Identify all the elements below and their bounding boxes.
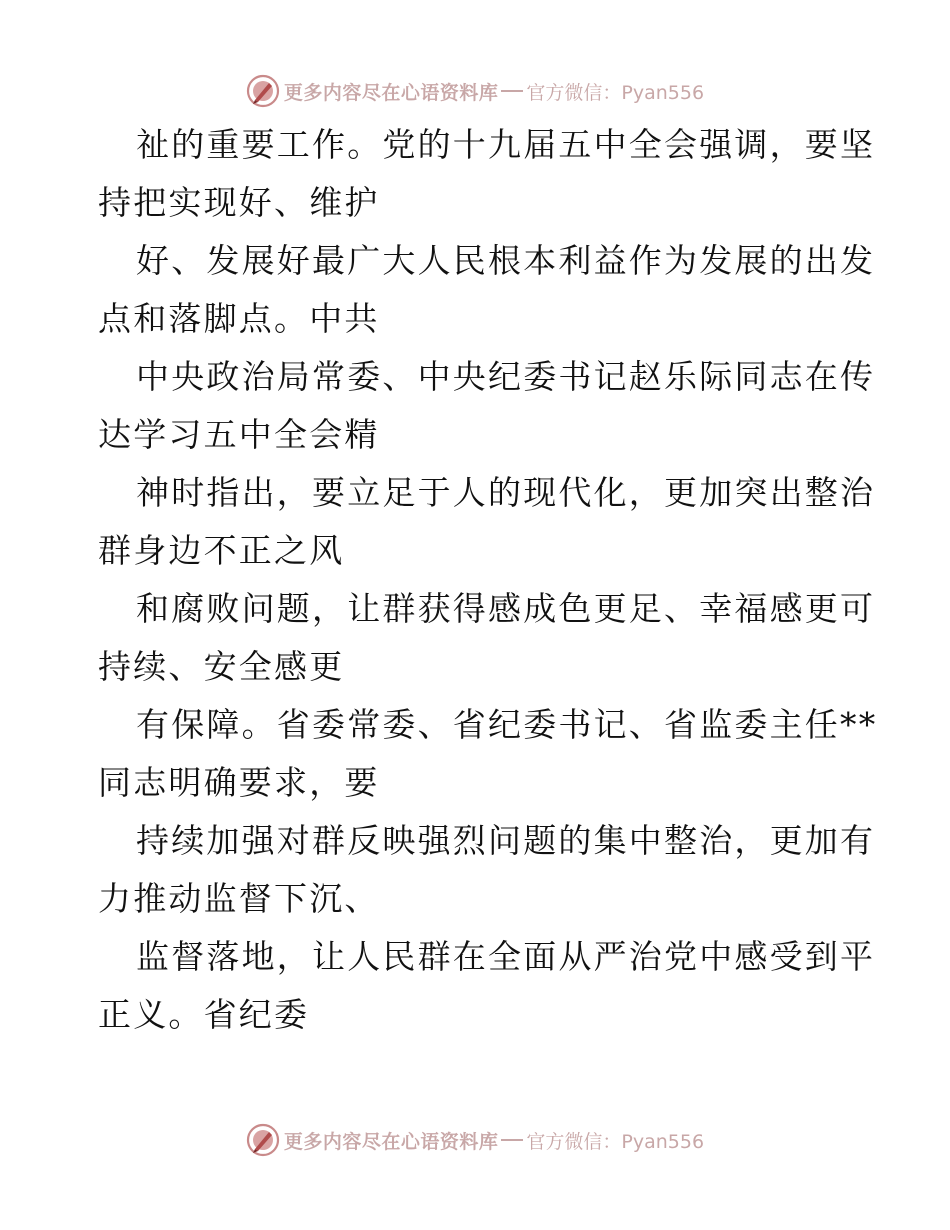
paragraph [98, 116, 876, 232]
paragraph-line: 群身边不正之风 [98, 531, 345, 570]
paragraph-line: 好、发展好最广大人民根本利益作为发展的出发 [136, 241, 876, 280]
paragraph-line: 神时指出，要立足于人的现代化，更加突出整治 [136, 473, 876, 512]
paragraph-line: 和腐败问题，让群获得感成色更足、幸福感更可 [136, 589, 876, 628]
paragraph-line: 中央政治局常委、中央纪委书记赵乐际同志在传 [136, 357, 876, 396]
paragraph-line: 持续、安全感更 [98, 647, 345, 686]
paragraph [98, 696, 878, 812]
footer-watermark [0, 1120, 950, 1160]
paragraph-line: 力推动监督下沉、 [98, 879, 380, 918]
paragraph-line: 持把实现好、维护 [98, 183, 380, 222]
paragraph [98, 348, 876, 464]
paragraph-line: 监督落地，让人民群在全面从严治党中感受到平 [136, 937, 876, 976]
paragraph-line: 达学习五中全会精 [98, 415, 380, 454]
paragraph-line: 祉的重要工作。党的十九届五中全会强调，要坚 [136, 125, 876, 164]
paragraph-line: 持续加强对群反映强烈问题的集中整治，更加有 [136, 821, 876, 860]
watermark-site-text: 更多内容尽在心语资料库 [283, 81, 499, 104]
paragraph [98, 580, 876, 696]
paragraph [98, 928, 876, 1044]
paragraph-line: 点和落脚点。中共 [98, 299, 380, 338]
document-body [98, 116, 878, 1044]
paragraph-line: 同志明确要求，要 [98, 763, 380, 802]
paragraph-line: 有保障。省委常委、省纪委书记、省监委主任** [136, 705, 878, 744]
pen-circle-logo-icon [246, 74, 280, 108]
pen-circle-logo-icon [246, 1123, 280, 1157]
paragraph [98, 464, 876, 580]
paragraph [98, 232, 876, 348]
paragraph [98, 812, 876, 928]
watermark-dash [501, 90, 523, 92]
paragraph-line: 正义。省纪委 [98, 995, 310, 1034]
watermark-dash [501, 1139, 523, 1141]
watermark-wechat-text: 官方微信：Pyan556 [526, 81, 705, 104]
header-watermark [0, 71, 950, 111]
watermark-site-text: 更多内容尽在心语资料库 [283, 1130, 499, 1153]
watermark-wechat-text: 官方微信：Pyan556 [526, 1130, 705, 1153]
